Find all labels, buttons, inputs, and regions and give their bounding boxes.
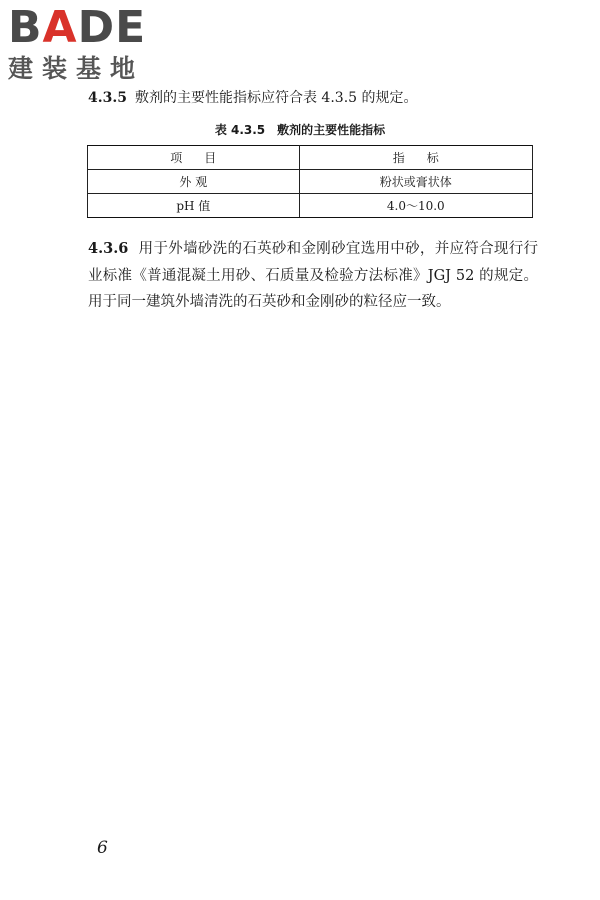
table-header-row bbox=[88, 146, 533, 170]
table-cell: 4.0～10.0 bbox=[299, 194, 532, 218]
logo-subtitle: 建装基地 bbox=[8, 54, 145, 83]
table-header-cell bbox=[299, 146, 532, 170]
clause-text: 敷剂的主要性能指标应符合表 4.3.5 的规定。 bbox=[134, 90, 418, 106]
logo-letters bbox=[8, 2, 146, 53]
clause-text: 用于外墙砂洗的石英砂和金刚砂宜选用中砂，并应符合现行行业标准《普通混凝土用砂、石质量及检验方法标准》JGJ 52 的规定。用于同一建筑外墙清洗的石英砂和金刚砂的粒径应一致。 bbox=[88, 241, 538, 310]
clause-number: 4.3.6 bbox=[88, 240, 129, 257]
logo-letter: B bbox=[8, 2, 43, 53]
clause-4-3-6 bbox=[88, 236, 538, 316]
table-caption bbox=[0, 121, 600, 139]
spec-table bbox=[87, 145, 533, 218]
table-cell: 粉状或膏状体 bbox=[299, 170, 532, 194]
header-value-label: 指标 bbox=[392, 151, 461, 165]
clause-number: 4.3.5 bbox=[88, 90, 127, 106]
table-cell: 外 观 bbox=[88, 170, 300, 194]
logo-letter: A bbox=[42, 2, 78, 53]
logo-letter: E bbox=[115, 2, 147, 53]
watermark-logo bbox=[8, 4, 178, 84]
logo-word bbox=[8, 4, 178, 52]
clause-4-3-5 bbox=[88, 88, 418, 108]
table-cell: pH 值 bbox=[88, 194, 300, 218]
page-number: 6 bbox=[97, 838, 108, 858]
table-header-cell bbox=[88, 146, 300, 170]
table-caption-title: 敷剂的主要性能指标 bbox=[277, 123, 386, 137]
logo-letter: D bbox=[77, 2, 116, 53]
table-row bbox=[88, 194, 533, 218]
table-row bbox=[88, 170, 533, 194]
header-item-label: 项目 bbox=[170, 151, 239, 165]
table-caption-number: 表 4.3.5 bbox=[214, 123, 266, 137]
